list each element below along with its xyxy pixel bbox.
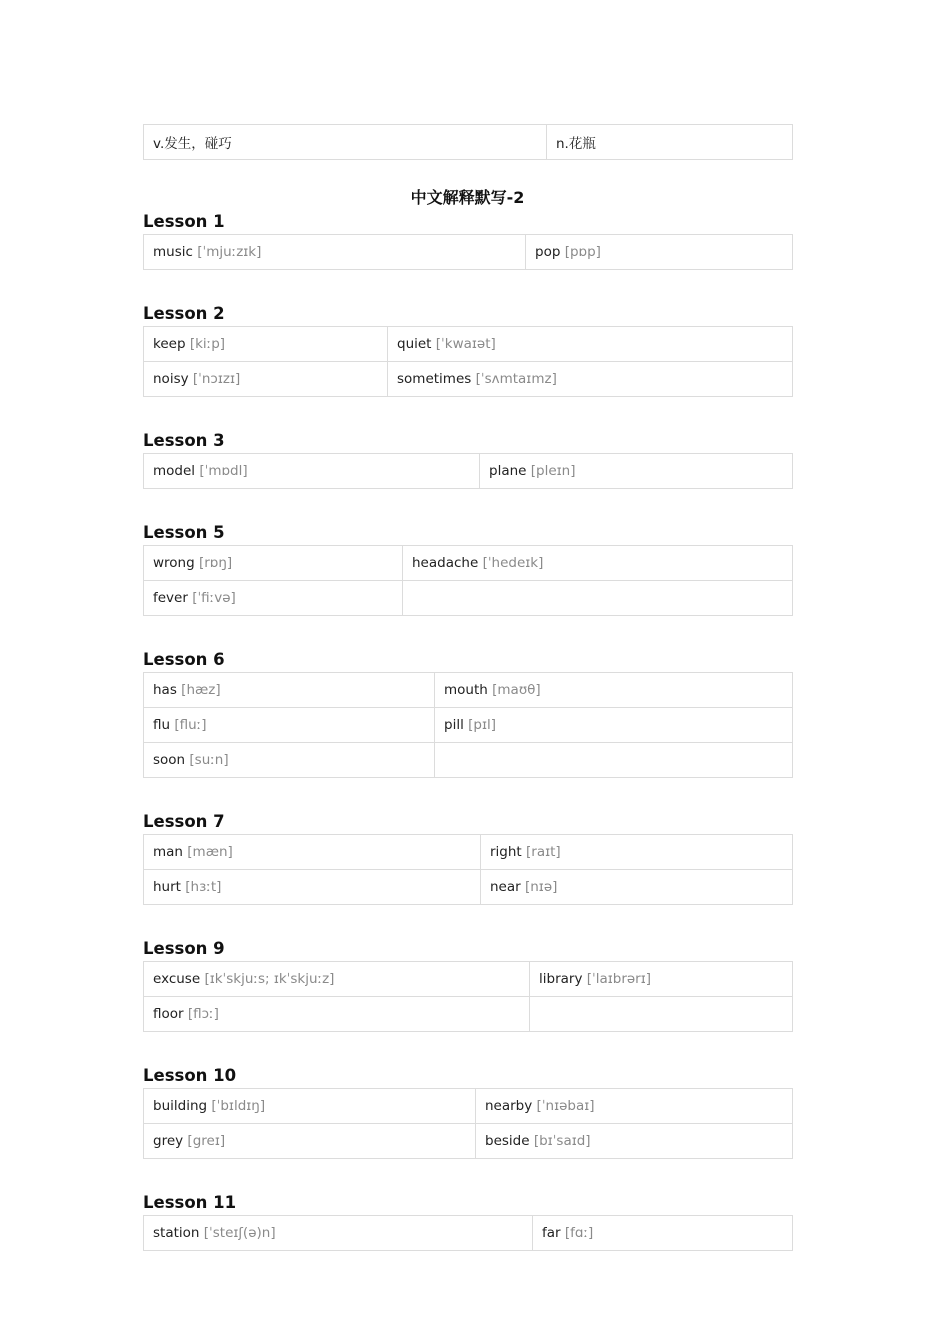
vocab-word: plane (489, 463, 527, 479)
lesson-section (143, 938, 792, 1032)
vocab-cell (476, 1089, 793, 1124)
vocab-word: flu (153, 717, 171, 733)
vocab-cell (144, 327, 388, 362)
vocab-word: man (153, 844, 183, 860)
phonetic-transcription: [flɔː] (187, 1006, 219, 1022)
lesson-title: Lesson 11 (143, 1193, 237, 1212)
vocab-cell (480, 454, 793, 489)
vocab-table (143, 545, 793, 616)
vocab-cell (144, 962, 530, 997)
phonetic-transcription: [ˈsteɪʃ(ə)n] (203, 1225, 276, 1241)
vocab-cell (144, 546, 403, 581)
table-row (144, 835, 793, 870)
lesson-section (143, 649, 792, 778)
lesson-title: Lesson 3 (143, 431, 225, 450)
vocab-table (143, 1215, 793, 1251)
phonetic-transcription: [fluː] (174, 717, 207, 733)
vocab-word: quiet (397, 336, 432, 352)
lesson-section (143, 303, 792, 397)
vocab-word: mouth (444, 682, 488, 698)
phonetic-transcription: [mæn] (187, 844, 233, 860)
lesson-title: Lesson 6 (143, 650, 225, 669)
vocab-cell (388, 362, 793, 397)
vocab-cell (435, 743, 793, 778)
vocab-cell (144, 235, 526, 270)
table-row (144, 743, 793, 778)
vocab-cell (144, 581, 403, 616)
vocab-word: pop (535, 244, 561, 260)
lesson-section (143, 811, 792, 905)
vocab-cell (144, 362, 388, 397)
vocab-word: wrong (153, 555, 195, 571)
vocab-word: station (153, 1225, 200, 1241)
table-row (144, 708, 793, 743)
vocab-cell (403, 546, 793, 581)
table-row (144, 962, 793, 997)
phonetic-transcription: [ˈhedeɪk] (482, 555, 544, 571)
vocab-word: far (542, 1225, 561, 1241)
top-vocab-table (143, 124, 793, 160)
phonetic-transcription: [ˈfiːvə] (192, 590, 236, 606)
vocab-table (143, 672, 793, 778)
vocab-word: model (153, 463, 196, 479)
vocab-cell (481, 835, 793, 870)
vocab-cell (144, 673, 435, 708)
phonetic-transcription: [ˈsʌmtaɪmz] (475, 371, 557, 387)
phonetic-transcription: [kiːp] (189, 336, 226, 352)
lesson-title: Lesson 1 (143, 212, 225, 231)
vocab-table (143, 1088, 793, 1159)
vocab-word: sometimes (397, 371, 472, 387)
vocab-word: music (153, 244, 193, 260)
phonetic-transcription: [pɪl] (468, 717, 496, 733)
vocab-cell (481, 870, 793, 905)
vocab-word: library (539, 971, 583, 987)
vocab-cell (435, 708, 793, 743)
vocab-cell (144, 743, 435, 778)
phonetic-transcription: [ɪkˈskjuːs; ɪkˈskjuːz] (204, 971, 335, 987)
table-row (144, 673, 793, 708)
phonetic-transcription: [hæz] (181, 682, 221, 698)
vocab-word: building (153, 1098, 208, 1114)
table-row (144, 125, 793, 160)
table-row (144, 997, 793, 1032)
phonetic-transcription: [hɜːt] (185, 879, 222, 895)
vocab-cell (144, 835, 481, 870)
lesson-title: Lesson 7 (143, 812, 225, 831)
vocab-table (143, 234, 793, 270)
phonetic-transcription: [ˈkwaɪət] (435, 336, 496, 352)
vocab-cell (403, 581, 793, 616)
phonetic-transcription: [ˈmjuːzɪk] (197, 244, 262, 260)
table-row (144, 1124, 793, 1159)
vocab-table (143, 961, 793, 1032)
vocab-word: fever (153, 590, 188, 606)
vocab-cell (144, 1124, 476, 1159)
phonetic-transcription: [maʊθ] (492, 682, 541, 698)
lesson-title: Lesson 9 (143, 939, 225, 958)
vocab-word: soon (153, 752, 186, 768)
vocab-cell (144, 708, 435, 743)
lesson-section (143, 1065, 792, 1159)
vocab-word: floor (153, 1006, 184, 1022)
table-row (144, 362, 793, 397)
phonetic-transcription: [bɪˈsaɪd] (533, 1133, 591, 1149)
vocab-word: right (490, 844, 522, 860)
vocab-cell (144, 454, 480, 489)
vocab-word: near (490, 879, 521, 895)
vocab-word: has (153, 682, 177, 698)
vocab-cell (530, 962, 793, 997)
lesson-section (143, 430, 792, 489)
table-row (144, 1089, 793, 1124)
vocab-table (143, 834, 793, 905)
vocab-word: headache (412, 555, 479, 571)
table-row (144, 870, 793, 905)
document-page (143, 124, 792, 1284)
table-row (144, 546, 793, 581)
lesson-section (143, 1192, 792, 1251)
phonetic-transcription: [ˈlaɪbrərɪ] (586, 971, 652, 987)
vocab-cell (533, 1216, 793, 1251)
vocab-word: noisy (153, 371, 189, 387)
phonetic-transcription: [fɑː] (564, 1225, 594, 1241)
vocab-cell (435, 673, 793, 708)
vocab-word: nearby (485, 1098, 533, 1114)
vocab-word: excuse (153, 971, 201, 987)
vocab-word: pill (444, 717, 464, 733)
phonetic-transcription: [ˈnɔɪzɪ] (192, 371, 241, 387)
vocab-word: grey (153, 1133, 184, 1149)
vocab-cell (530, 997, 793, 1032)
vocab-cell (526, 235, 793, 270)
phonetic-transcription: [pɒp] (564, 244, 601, 260)
table-row (144, 327, 793, 362)
document-title: 中文解释默写-2 (410, 188, 525, 207)
table-row (144, 235, 793, 270)
phonetic-transcription: [ˈnɪəbaɪ] (536, 1098, 595, 1114)
table-row (144, 1216, 793, 1251)
vocab-cell (144, 1216, 533, 1251)
vocab-table (143, 326, 793, 397)
phonetic-transcription: [ˈbɪldɪŋ] (211, 1098, 266, 1114)
vocab-cell (476, 1124, 793, 1159)
vocab-cell (144, 997, 530, 1032)
definition-cell: v.发生，碰巧 (144, 125, 547, 160)
vocab-cell (144, 870, 481, 905)
vocab-cell (144, 1089, 476, 1124)
vocab-word: keep (153, 336, 186, 352)
lesson-section (143, 211, 792, 270)
phonetic-transcription: [nɪə] (524, 879, 558, 895)
vocab-word: hurt (153, 879, 181, 895)
lesson-title: Lesson 10 (143, 1066, 237, 1085)
definition-cell: n.花瓶 (547, 125, 793, 160)
phonetic-transcription: [raɪt] (526, 844, 561, 860)
lesson-section (143, 522, 792, 616)
phonetic-transcription: [ˈmɒdl] (199, 463, 248, 479)
table-row (144, 454, 793, 489)
vocab-table (143, 453, 793, 489)
phonetic-transcription: [rɒŋ] (198, 555, 233, 571)
lessons-container (143, 211, 792, 1251)
lesson-title: Lesson 2 (143, 304, 225, 323)
phonetic-transcription: [pleɪn] (530, 463, 576, 479)
vocab-cell (388, 327, 793, 362)
table-row (144, 581, 793, 616)
phonetic-transcription: [greɪ] (187, 1133, 226, 1149)
phonetic-transcription: [suːn] (189, 752, 229, 768)
lesson-title: Lesson 5 (143, 523, 225, 542)
vocab-word: beside (485, 1133, 530, 1149)
